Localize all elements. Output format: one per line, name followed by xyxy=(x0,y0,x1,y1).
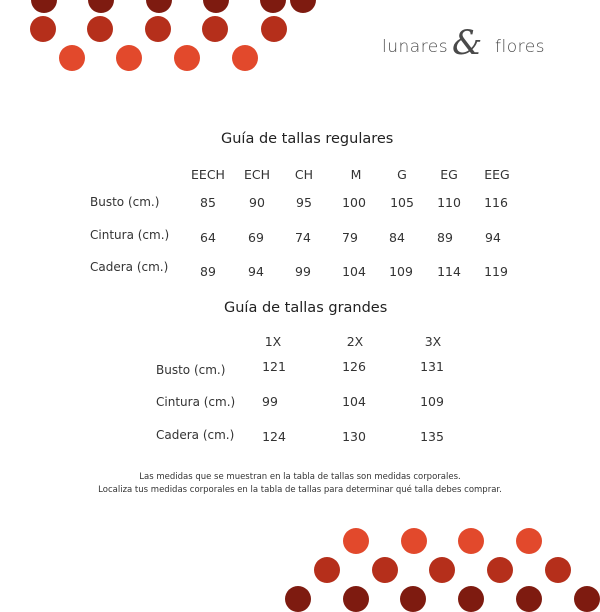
table-cell: 130 xyxy=(342,429,366,444)
table-cell: 121 xyxy=(262,359,286,374)
size-header: EECH xyxy=(191,167,225,182)
table-cell: 126 xyxy=(342,359,366,374)
table-cell: 95 xyxy=(296,195,312,210)
polka-dot xyxy=(202,16,228,42)
large-table-title: Guía de tallas grandes xyxy=(224,300,388,316)
table-cell: 131 xyxy=(420,359,444,374)
polka-dot xyxy=(59,45,85,71)
polka-dot xyxy=(343,528,369,554)
table-cell: 90 xyxy=(249,195,265,210)
table-cell: 64 xyxy=(200,230,216,245)
table-cell: 84 xyxy=(389,230,405,245)
row-label-cintura: Cintura (cm.) xyxy=(90,228,170,242)
row-label-cadera: Cadera (cm.) xyxy=(156,428,235,442)
table-cell: 135 xyxy=(420,429,444,444)
table-cell: 89 xyxy=(437,230,453,245)
polka-dot xyxy=(261,16,287,42)
table-cell: 94 xyxy=(485,230,501,245)
brand-logo xyxy=(382,23,552,70)
table-cell: 104 xyxy=(342,394,366,409)
polka-dot xyxy=(516,586,542,612)
brand-ampersand: & xyxy=(452,23,483,63)
size-header: EG xyxy=(440,167,458,182)
row-label-busto: Busto (cm.) xyxy=(90,195,160,209)
size-header: G xyxy=(397,167,407,182)
table-cell: 100 xyxy=(342,195,366,210)
table-cell: 69 xyxy=(248,230,264,245)
polka-dot xyxy=(400,586,426,612)
brand-word-lunares: lunares xyxy=(382,37,449,57)
table-cell: 116 xyxy=(484,195,508,210)
table-cell: 85 xyxy=(200,195,216,210)
table-cell: 89 xyxy=(200,264,216,279)
brand-word-flores: flores xyxy=(495,37,546,57)
table-cell: 94 xyxy=(248,264,264,279)
table-cell: 104 xyxy=(342,264,366,279)
polka-dot xyxy=(145,16,171,42)
size-header: 2X xyxy=(346,334,364,349)
polka-dot xyxy=(203,0,229,13)
size-header: 1X xyxy=(264,334,282,349)
polka-dot xyxy=(487,557,513,583)
row-label-cintura: Cintura (cm.) xyxy=(156,395,236,409)
table-cell: 109 xyxy=(420,394,444,409)
polka-dot xyxy=(260,0,286,13)
polka-dot xyxy=(285,586,311,612)
polka-dot xyxy=(458,528,484,554)
table-cell: 124 xyxy=(262,429,286,444)
polka-dot xyxy=(290,0,316,13)
size-header: ECH xyxy=(243,167,271,182)
size-header: CH xyxy=(294,167,314,182)
polka-dot xyxy=(87,16,113,42)
size-header: 3X xyxy=(424,334,442,349)
table-cell: 119 xyxy=(484,264,508,279)
size-header: M xyxy=(350,167,362,182)
polka-dot xyxy=(232,45,258,71)
table-cell: 109 xyxy=(389,264,413,279)
size-header: EEG xyxy=(484,167,510,182)
table-cell: 110 xyxy=(437,195,461,210)
regular-table-title: Guía de tallas regulares xyxy=(221,131,394,147)
row-label-cadera: Cadera (cm.) xyxy=(90,260,169,274)
polka-dot xyxy=(343,586,369,612)
table-cell: 74 xyxy=(295,230,311,245)
polka-dot xyxy=(174,45,200,71)
polka-dot xyxy=(458,586,484,612)
polka-dot xyxy=(88,0,114,13)
polka-dot xyxy=(314,557,340,583)
table-cell: 99 xyxy=(295,264,311,279)
polka-dot xyxy=(516,528,542,554)
polka-dot xyxy=(31,0,57,13)
footnote-line-2: Localiza tus medidas corporales en la tabla de tallas para determinar qué talla debes comprar. xyxy=(98,485,502,495)
polka-dot xyxy=(429,557,455,583)
table-cell: 114 xyxy=(437,264,461,279)
polka-dot xyxy=(116,45,142,71)
table-cell: 99 xyxy=(262,394,278,409)
polka-dot xyxy=(146,0,172,13)
row-label-busto: Busto (cm.) xyxy=(156,363,226,377)
polka-dot xyxy=(30,16,56,42)
footnote-line-1: Las medidas que se muestran en la tabla de tallas son medidas corporales. xyxy=(139,472,461,482)
table-cell: 105 xyxy=(390,195,414,210)
table-cell: 79 xyxy=(342,230,358,245)
polka-dot xyxy=(574,586,600,612)
polka-dot xyxy=(545,557,571,583)
polka-dot xyxy=(372,557,398,583)
polka-dot xyxy=(401,528,427,554)
